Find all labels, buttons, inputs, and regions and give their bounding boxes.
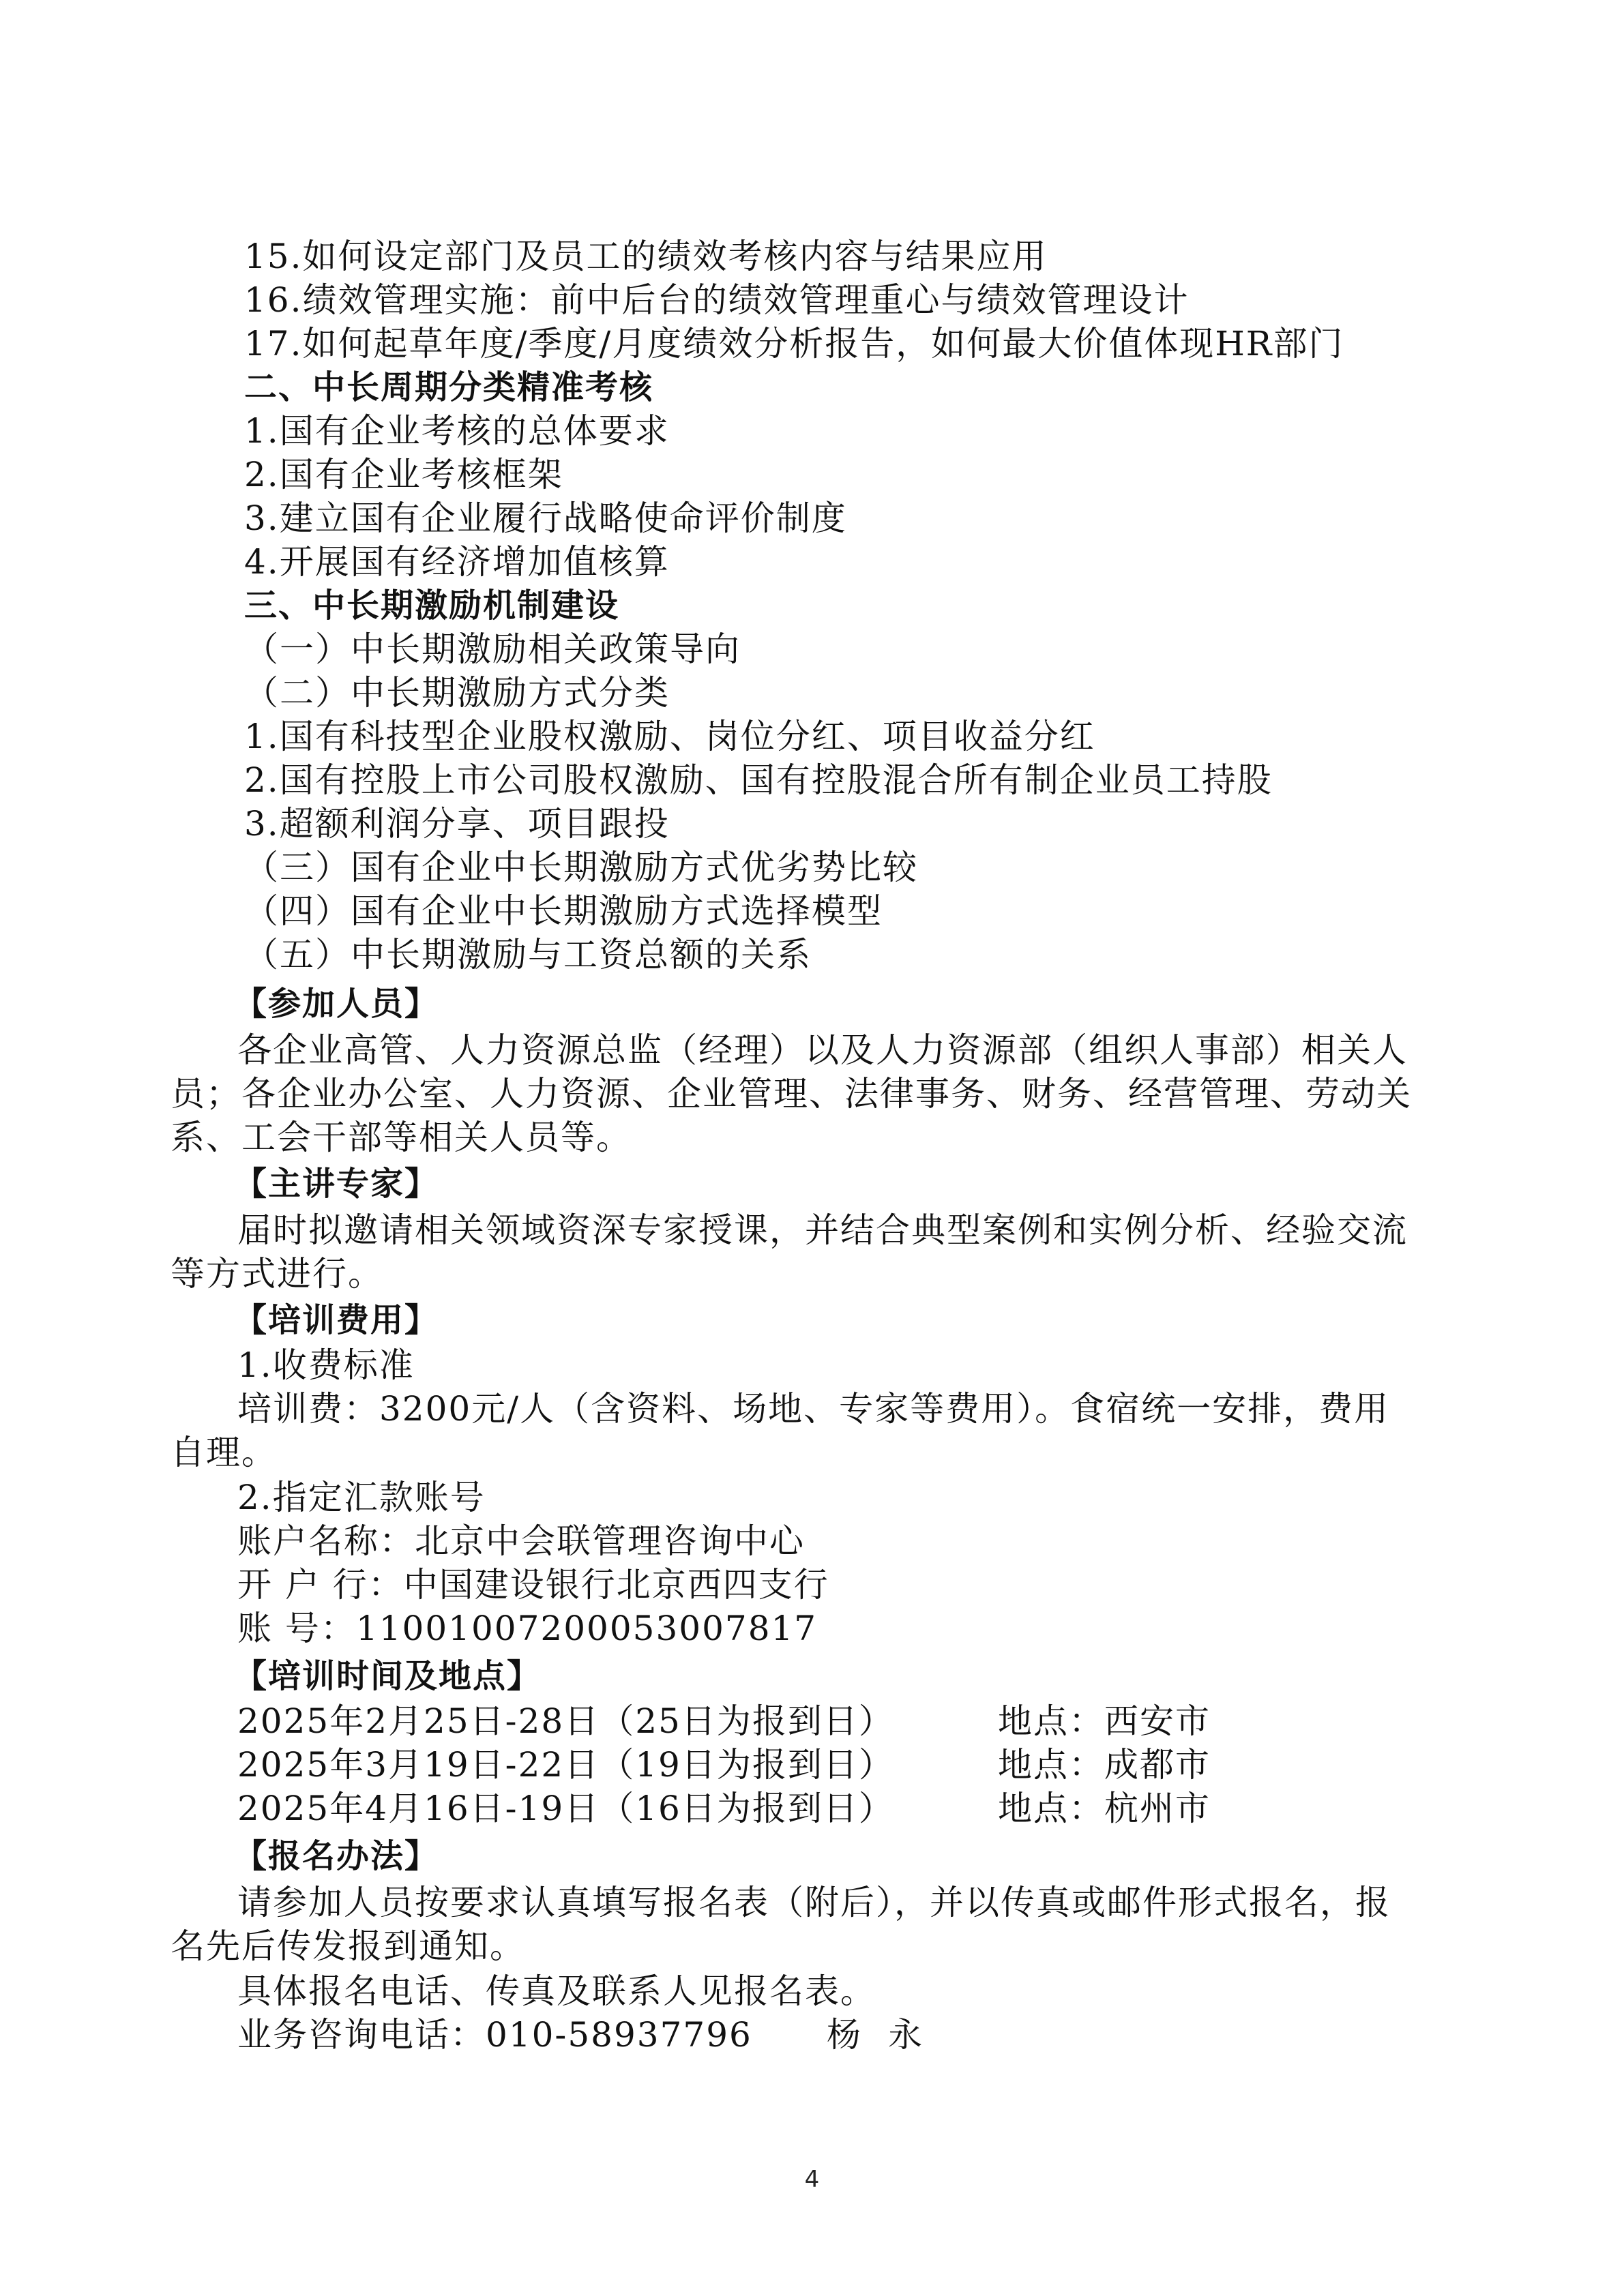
schedule-date: 2025年3月19日-22日（19日为报到日） [237,1745,894,1785]
list-item: （二）中长期激励方式分类 [244,673,670,713]
page-number: 4 [804,2166,820,2193]
schedule-heading: 【培训时间及地点】 [234,1657,542,1695]
participants-heading: 【参加人员】 [234,985,439,1023]
paragraph-line: 具体报名电话、传真及联系人见报名表。 [237,1971,876,2011]
account-number: 账 号：11001007200053007817 [237,1609,818,1648]
fees-heading: 【培训费用】 [234,1301,439,1339]
experts-heading: 【主讲专家】 [234,1165,439,1203]
bank-name: 开 户 行：中国建设银行北京西四支行 [237,1565,829,1605]
paragraph-line: 员；各企业办公室、人力资源、企业管理、法律事务、财务、经营管理、劳动关 [171,1074,1412,1114]
list-item: （一）中长期激励相关政策导向 [244,629,741,669]
account-name: 账户名称：北京中会联管理咨询中心 [237,1521,805,1561]
list-item: 3.超额利润分享、项目跟投 [244,804,670,844]
phone-number: 业务咨询电话：010-58937796 [237,2015,752,2055]
list-item: （三）国有企业中长期激励方式优劣势比较 [244,848,918,887]
paragraph-line: 系、工会干部等相关人员等。 [171,1118,632,1157]
schedule-row [237,1743,894,1787]
schedule-place: 地点：成都市 [998,1745,1211,1785]
phone-line [237,2013,752,2057]
fee-standard-label: 1.收费标准 [237,1345,415,1385]
list-item: （五）中长期激励与工资总额的关系 [244,935,812,974]
section-heading: 二、中长周期分类精准考核 [244,368,654,406]
fee-line: 培训费：3200元/人（含资料、场地、专家等费用）。食宿统一安排，费用 [237,1389,1390,1429]
list-item: 16.绩效管理实施：前中后台的绩效管理重心与绩效管理设计 [244,280,1190,320]
list-item: 4.开展国有经济增加值核算 [244,542,670,582]
fee-line: 自理。 [171,1433,277,1472]
account-label: 2.指定汇款账号 [237,1478,486,1517]
section-heading: 三、中长期激励机制建设 [244,586,620,625]
paragraph-line: 各企业高管、人力资源总监（经理）以及人力资源部（组织人事部）相关人 [237,1030,1408,1070]
list-item: 2.国有企业考核框架 [244,455,563,494]
schedule-place: 地点：西安市 [998,1701,1211,1741]
paragraph-line: 请参加人员按要求认真填写报名表（附后），并以传真或邮件形式报名，报 [237,1883,1391,1922]
schedule-row [237,1699,894,1743]
list-item: 15.如何设定部门及员工的绩效考核内容与结果应用 [244,237,1048,276]
paragraph-line: 届时拟邀请相关领域资深专家授课，并结合典型案例和实例分析、经验交流 [237,1210,1408,1250]
list-item: 2.国有控股上市公司股权激励、国有控股混合所有制企业员工持股 [244,760,1273,800]
schedule-date: 2025年2月25日-28日（25日为报到日） [237,1701,894,1741]
schedule-place: 地点：杭州市 [998,1789,1211,1828]
list-item: （四）国有企业中长期激励方式选择模型 [244,891,883,931]
schedule-row [237,1787,894,1830]
list-item: 3.建立国有企业履行战略使命评价制度 [244,498,847,538]
contact-name: 杨永 [827,2015,949,2055]
paragraph-line: 等方式进行。 [171,1254,383,1294]
list-item: 1.国有企业考核的总体要求 [244,411,670,451]
paragraph-line: 名先后传发报到通知。 [171,1926,525,1966]
list-item: 17.如何起草年度/季度/月度绩效分析报告，如何最大价值体现HR部门 [244,324,1344,363]
registration-heading: 【报名办法】 [234,1837,439,1875]
list-item: 1.国有科技型企业股权激励、岗位分红、项目收益分红 [244,717,1095,756]
schedule-date: 2025年4月16日-19日（16日为报到日） [237,1789,894,1828]
